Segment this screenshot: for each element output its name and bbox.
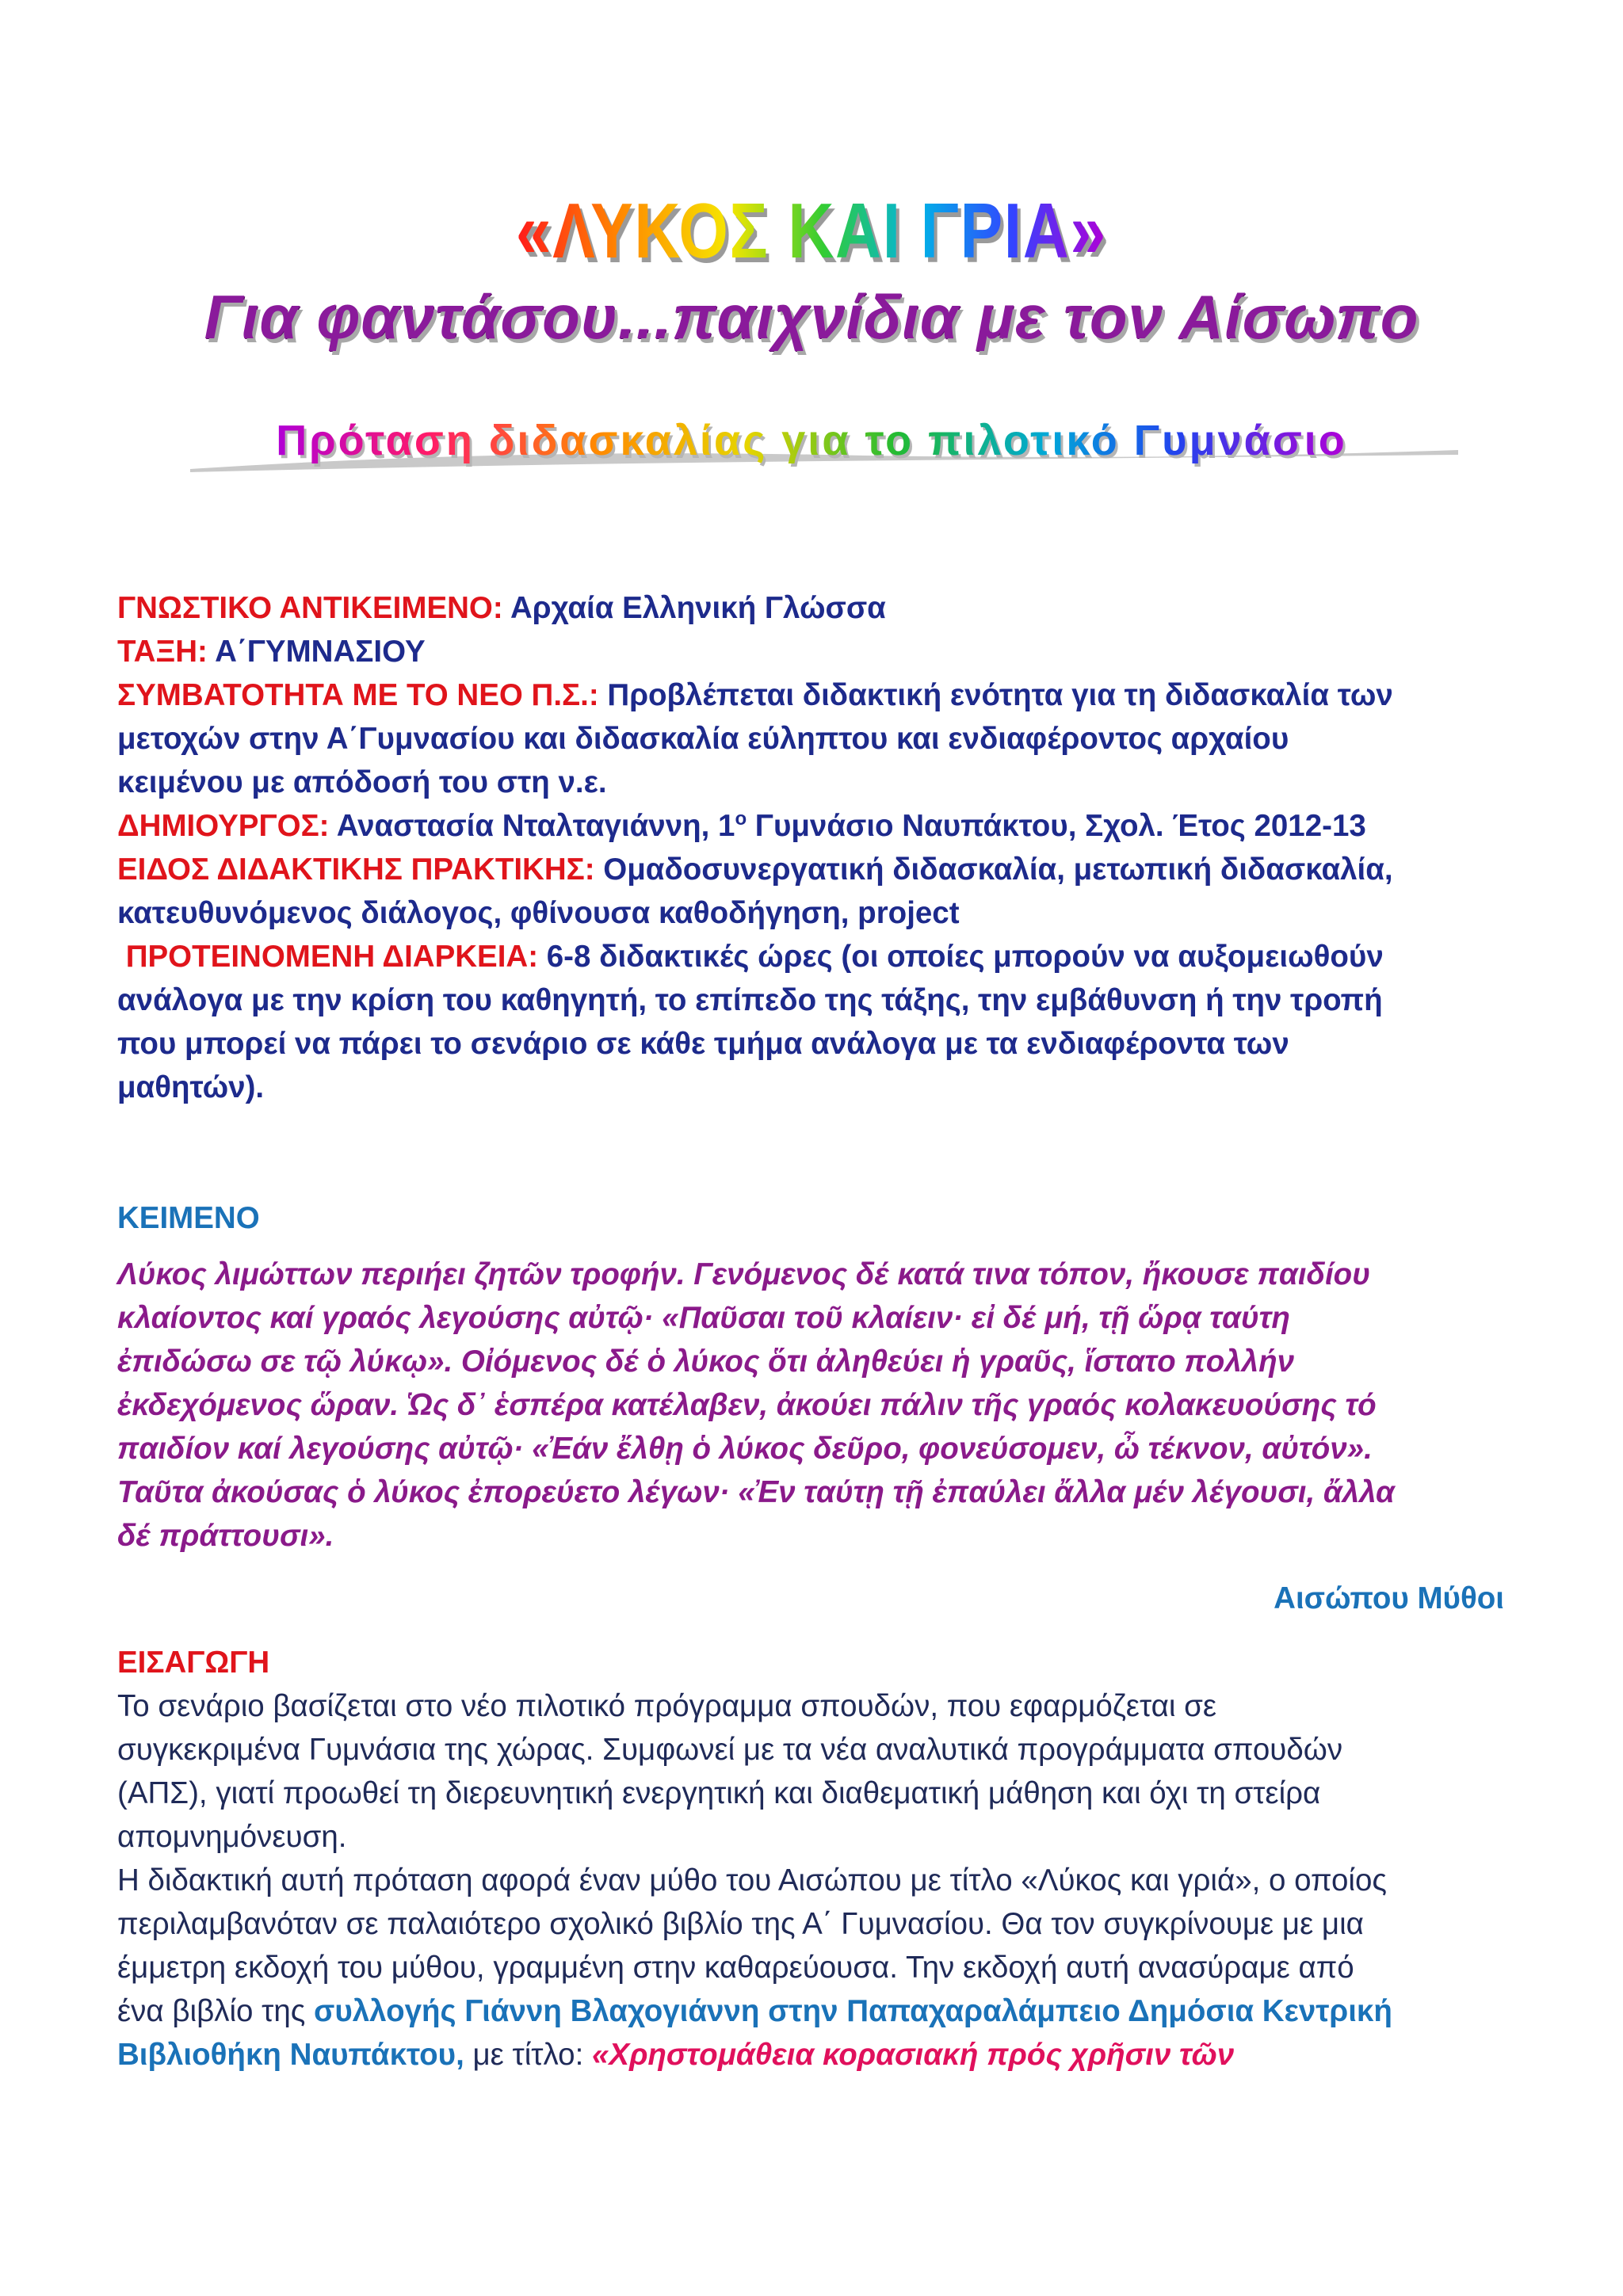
compat-line-1: Προβλέπεται διδακτική ενότητα για τη διδασκαλία των	[598, 678, 1393, 712]
creator-sup: ο	[735, 808, 747, 830]
info-creator	[117, 804, 1512, 848]
intro-paragraph-1	[117, 1684, 1512, 1859]
practice-line-1: Ομαδοσυνεργατική διδασκαλία, μετωπική διδασκαλία,	[594, 852, 1393, 887]
ancient-line: παιδίον καί λεγούσης αὐτῷ· «Ἐάν ἔλθῃ ὁ λύκος δεῦρο, φονεύσομεν, ὦ τέκνον, αὐτόν».	[117, 1432, 1373, 1466]
spacer	[117, 1240, 1512, 1253]
compat-line-2: μετοχών στην Α΄Γυμνασίου και διδασκαλία εύληπτου και ενδιαφέροντος αρχαίου	[117, 722, 1289, 756]
duration-line-4: μαθητών).	[117, 1070, 265, 1104]
intro-line: έμμετρη εκδοχή του μύθου, γραμμένη στην καθαρεύουσα. Την εκδοχή αυτή ανασύραμε από	[117, 1951, 1354, 1985]
intro-paragraph-2	[117, 1859, 1512, 2077]
proposal-title: Πρόταση διδασκαλίας για το πιλοτικό Γυμνάσιο	[276, 417, 1347, 464]
info-duration	[117, 935, 1512, 1109]
compat-label: ΣΥΜΒΑΤΟΤΗΤΑ ΜΕ ΤΟ ΝΕΟ Π.Σ.:	[117, 678, 599, 712]
document-body	[117, 586, 1512, 2077]
info-class	[117, 630, 1512, 673]
intro-line-plain: ένα βιβλίο της	[117, 1994, 314, 2028]
intro-heading: ΕΙΣΑΓΩΓΗ	[117, 1646, 270, 1680]
intro-line: Το σενάριο βασίζεται στο νέο πιλοτικό πρόγραμμα σπουδών, που εφαρμόζεται σε	[117, 1689, 1217, 1723]
ancient-text	[117, 1253, 1512, 1558]
proposal-title-wrap	[0, 418, 1623, 463]
text-heading: ΚΕΙΜΕΝΟ	[117, 1201, 260, 1235]
spacer	[117, 1109, 1512, 1196]
intro-line: Η διδακτική αυτή πρόταση αφορά έναν μύθο του Αισώπου με τίτλο «Λύκος και γριά», ο οποίος	[117, 1863, 1387, 1897]
main-title-wrap	[0, 187, 1623, 274]
duration-line-1: 6-8 διδακτικές ώρες (οι οποίες μπορούν να αυξομειωθούν	[538, 940, 1384, 974]
ancient-line: ἐπιδώσω σε τῷ λύκῳ». Οἰόμενος δέ ὁ λύκος ὅτι ἀληθεύει ἡ γραῦς, ἵστατο πολλήν	[117, 1344, 1294, 1379]
library-name: Βιβλιοθήκη Ναυπάκτου,	[117, 2038, 464, 2072]
text-author: Αισώπου Μύθοι	[1274, 1581, 1504, 1615]
collection-name: συλλογής Γιάννη Βλαχογιάννη στην Παπαχαραλάμπειο Δημόσια Κεντρική	[314, 1994, 1392, 2028]
intro-line: συγκεκριμένα Γυμνάσια της χώρας. Συμφωνεί με τα νέα αναλυτικά προγράμματα σπουδών	[117, 1733, 1343, 1767]
main-title: «ΛΥΚΟΣ ΚΑΙ ΓΡΙΑ»	[516, 187, 1107, 274]
spacer	[117, 1558, 1512, 1577]
class-value: Α΄ΓΥΜΝΑΣΙΟΥ	[207, 635, 426, 669]
ancient-line: Λύκος λιμώττων περιήει ζητῶν τροφήν. Γενόμενος δέ κατά τινα τόπον, ἤκουσε παιδίου	[117, 1257, 1370, 1291]
compat-line-3: κειμένου με απόδοσή του στη ν.ε.	[117, 765, 607, 799]
book-title: «Χρηστομάθεια κορασιακή πρός χρῆσιν τῶν	[591, 2038, 1235, 2072]
class-label: ΤΑΞΗ:	[117, 635, 208, 669]
duration-label: ΠΡΟΤΕΙΝΟΜΕΝΗ ΔΙΑΡΚΕΙΑ:	[125, 940, 539, 974]
info-practice	[117, 848, 1512, 935]
subtitle: Για φαντάσου...παιχνίδια με τον Αίσωπο	[204, 282, 1419, 352]
subject-value: Αρχαία Ελληνική Γλώσσα	[502, 591, 886, 625]
duration-line-2: ανάλογα με την κρίση του καθηγητή, το επίπεδο της τάξης, την εμβάθυνση ή την τροπή	[117, 983, 1383, 1017]
ancient-line: Ταῦτα ἀκούσας ὁ λύκος ἐπορεύετο λέγων· «Ἐν ταύτῃ τῇ ἐπαύλει ἄλλα μέν λέγουσι, ἄλλα	[117, 1475, 1395, 1509]
spacer	[117, 1620, 1512, 1641]
subtitle-wrap	[0, 282, 1623, 352]
intro-line-plain: με τίτλο:	[464, 2038, 592, 2072]
info-subject	[117, 586, 1512, 630]
practice-label: ΕΙΔΟΣ ΔΙΔΑΚΤΙΚΗΣ ΠΡΑΚΤΙΚΗΣ:	[117, 852, 595, 887]
duration-line-3: που μπορεί να πάρει το σενάριο σε κάθε τμήμα ανάλογα με τα ενδιαφέροντα των	[117, 1027, 1289, 1061]
creator-value-a: Αναστασία Νταλταγιάννη, 1	[329, 809, 735, 843]
creator-value-b: Γυμνάσιο Ναυπάκτου, Σχολ. Έτος 2012-13	[747, 809, 1366, 843]
info-compat	[117, 673, 1512, 804]
intro-line: απομνημόνευση.	[117, 1820, 347, 1854]
practice-line-2: κατευθυνόμενος διάλογος, φθίνουσα καθοδήγηση, project	[117, 896, 960, 930]
ancient-line: ἐκδεχόμενος ὥραν. Ὡς δ᾽ ἑσπέρα κατέλαβεν, ἀκούει πάλιν τῆς γραός κολακευούσης τό	[117, 1388, 1377, 1422]
creator-label: ΔΗΜΙΟΥΡΓΟΣ:	[117, 809, 330, 843]
intro-line: (ΑΠΣ), γιατί προωθεί τη διερευνητική ενεργητική και διαθεματική μάθηση και όχι τη στείρα	[117, 1776, 1321, 1810]
ancient-line: δέ πράττουσι».	[117, 1519, 334, 1553]
ancient-line: κλαίοντος καί γραός λεγούσης αὐτῷ· «Παῦσαι τοῦ κλαίειν· εἰ δέ μή, τῇ ὥρᾳ ταύτη	[117, 1301, 1290, 1335]
subject-label: ΓΝΩΣΤΙΚΟ ΑΝΤΙΚΕΙΜΕΝΟ:	[117, 591, 503, 625]
intro-line: περιλαμβανόταν σε παλαιότερο σχολικό βιβλίο της Α΄ Γυμνασίου. Θα τον συγκρίνουμε με μια	[117, 1907, 1364, 1941]
